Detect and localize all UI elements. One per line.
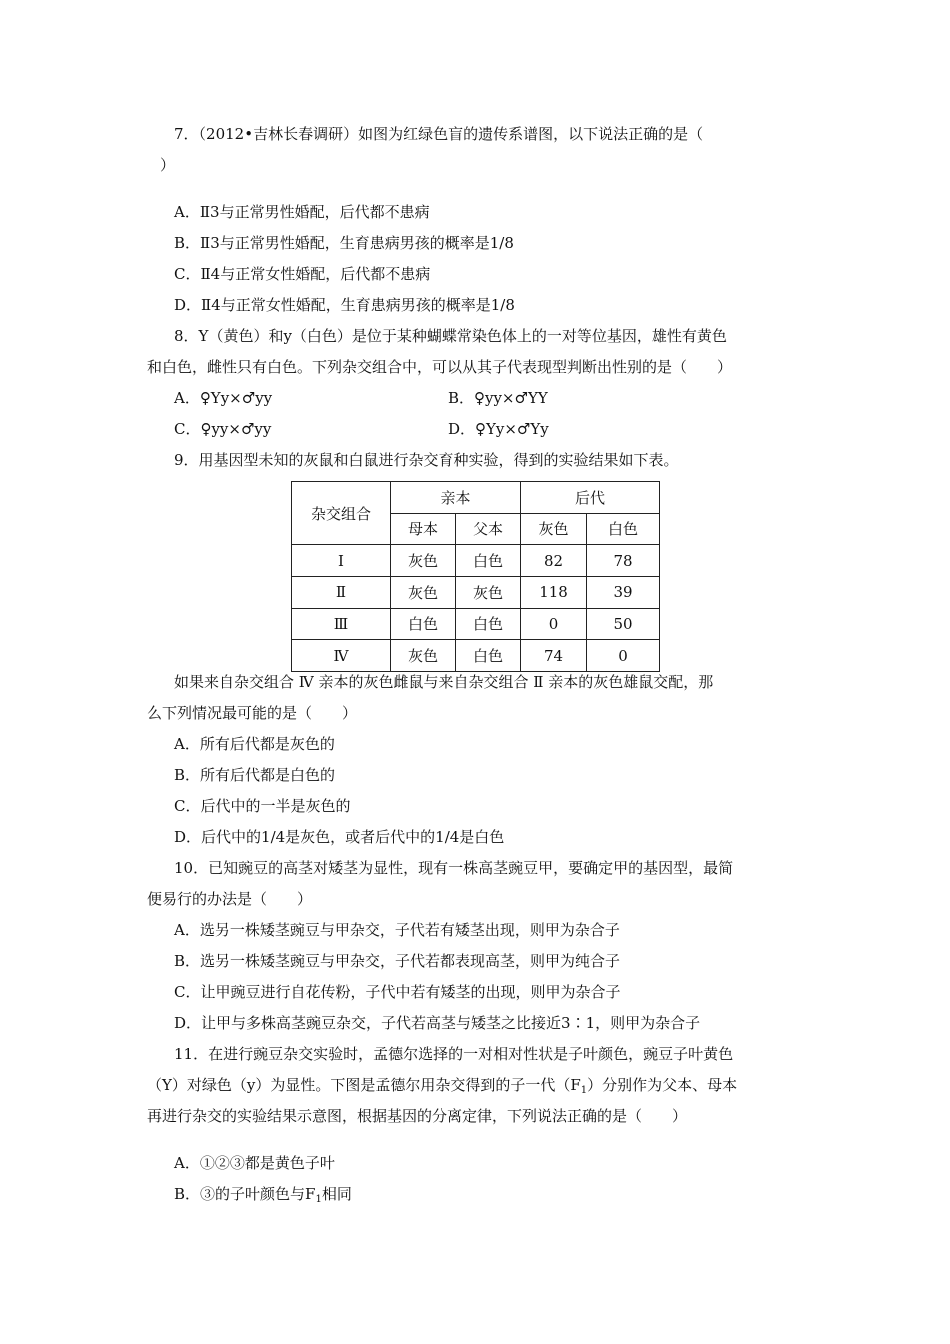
header-white: 白色 [587,513,660,545]
q10-option-d: D．让甲与多株高茎豌豆杂交，子代若高茎与矮茎之比接近3∶1，则甲为杂合子 [174,1014,701,1032]
q10-stem-line1: 10．已知豌豆的高茎对矮茎为显性，现有一株高茎豌豆甲，要确定甲的基因型，最简 [174,859,734,877]
q10-option-b: B．选另一株矮茎豌豆与甲杂交，子代若都表现高茎，则甲为纯合子 [174,952,621,970]
q9-option-d: D．后代中的1/4是灰色，或者后代中的1/4是白色 [174,828,505,846]
q11-stem-line2: （Y）对绿色（y）为显性。下图是孟德尔用杂交得到的子一代$(F_1)$分别作为父本、母本 [147,1076,738,1096]
table-row [292,640,660,672]
table-cell: 白色 [456,608,521,640]
cross-results-table [291,481,660,672]
table-cell: 82 [521,545,587,577]
q11-stem-line1: 11．在进行豌豆杂交实验时，孟德尔选择的一对相对性状是子叶颜色，豌豆子叶黄色 [174,1045,734,1063]
table-cell: Ⅳ [292,640,391,672]
header-offspring: 后代 [521,482,660,514]
header-father: 父本 [456,513,521,545]
table-cell: 灰色 [456,576,521,608]
q7-option-c: C．Ⅱ4与正常女性婚配，后代都不患病 [174,265,431,283]
q11-option-a: A．①②③都是黄色子叶 [174,1154,335,1172]
table-cell: Ⅰ [292,545,391,577]
table-cell: 50 [587,608,660,640]
q7-option-b: B．Ⅱ3与正常男性婚配，生育患病男孩的概率是1/8 [174,234,514,252]
table-row [292,576,660,608]
header-mother: 母本 [391,513,456,545]
q7-option-a: A．Ⅱ3与正常男性婚配，后代都不患病 [174,203,430,221]
q8-option-d: D．♀Yy×♂Yy [448,420,549,438]
q7-stem-line1: 7．（2012•吉林长春调研）如图为红绿色盲的遗传系谱图，以下说法正确的是（ [174,125,704,143]
table-cell: 0 [521,608,587,640]
table-cell: 灰色 [391,576,456,608]
q9-option-c: C．后代中的一半是灰色的 [174,797,351,815]
table-cell: 118 [521,576,587,608]
table-cell: 0 [587,640,660,672]
table-cell: 39 [587,576,660,608]
header-gray: 灰色 [521,513,587,545]
q7-stem-line2: ） [160,156,176,174]
q7-option-d: D．Ⅱ4与正常女性婚配，生育患病男孩的概率是1/8 [174,296,515,314]
table-cell: 白色 [456,640,521,672]
q9-option-a: A．所有后代都是灰色的 [174,735,335,753]
table-cell: Ⅱ [292,576,391,608]
table-cell: Ⅲ [292,608,391,640]
q8-option-c: C．♀yy×♂yy [174,420,272,438]
q8-stem-line1: 8．Y（黄色）和y（白色）是位于某种蝴蝶常染色体上的一对等位基因，雄性有黄色 [174,327,727,345]
q10-stem-line2: 便易行的办法是（ ） [147,890,313,908]
q10-option-a: A．选另一株矮茎豌豆与甲杂交，子代若有矮茎出现，则甲为杂合子 [174,921,620,939]
q9-followup-line2: 么下列情况最可能的是（ ） [147,704,358,722]
q11-option-b: B．③的子叶颜色与$F_1$相同 [174,1185,352,1205]
table-cell: 78 [587,545,660,577]
table-cell: 灰色 [391,545,456,577]
table-cell: 白色 [456,545,521,577]
table-row [292,608,660,640]
q8-option-b: B．♀yy×♂YY [448,389,548,407]
table-cell: 白色 [391,608,456,640]
table-cell: 74 [521,640,587,672]
q8-stem-line2: 和白色，雌性只有白色。下列杂交组合中，可以从其子代表现型判断出性别的是（ ） [147,358,733,376]
q11-stem-line3: 再进行杂交的实验结果示意图，根据基因的分离定律，下列说法正确的是（ ） [147,1107,688,1125]
table-cell: 灰色 [391,640,456,672]
table-row [292,545,660,577]
q8-option-a: A．♀Yy×♂yy [174,389,273,407]
header-cross-combination: 杂交组合 [292,482,391,545]
header-parents: 亲本 [391,482,521,514]
q10-option-c: C．让甲豌豆进行自花传粉，子代中若有矮茎的出现，则甲为杂合子 [174,983,621,1001]
q9-option-b: B．所有后代都是白色的 [174,766,336,784]
q9-followup-line1: 如果来自杂交组合 Ⅳ 亲本的灰色雌鼠与来自杂交组合 Ⅱ 亲本的灰色雄鼠交配，那 [174,673,714,691]
q9-stem: 9．用基因型未知的灰鼠和白鼠进行杂交育种实验，得到的实验结果如下表。 [174,451,679,469]
